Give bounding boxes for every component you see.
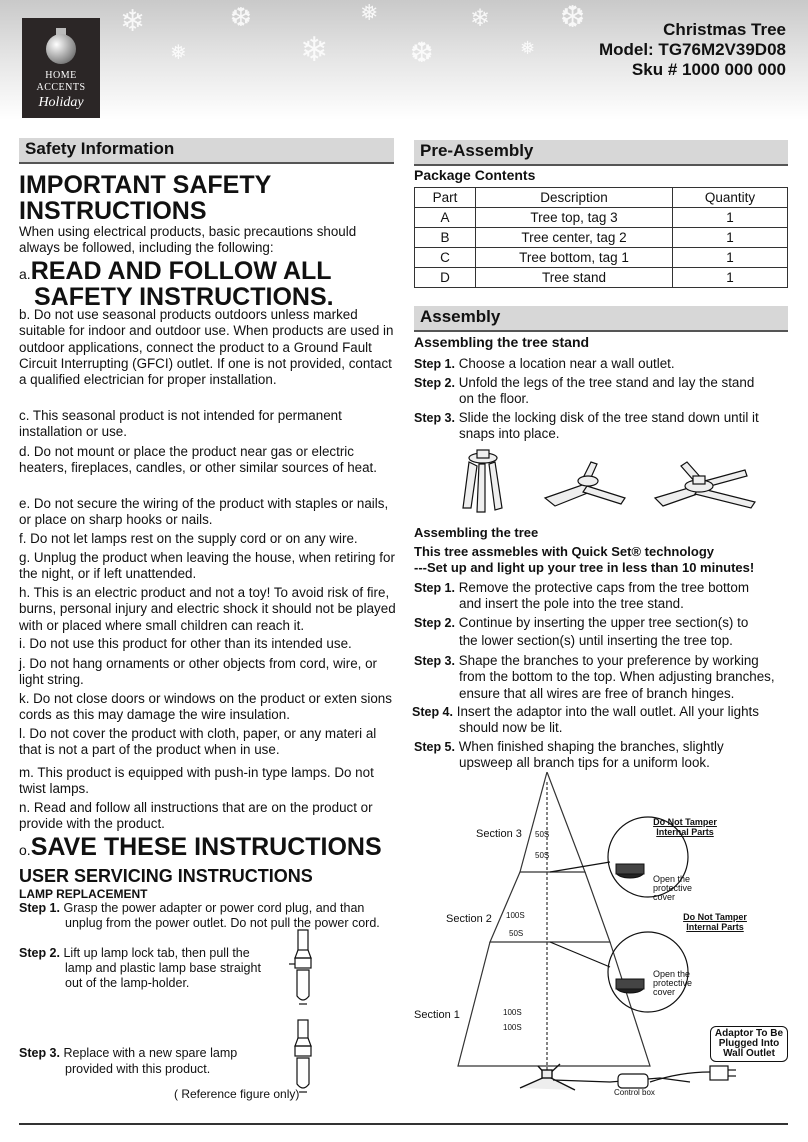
stand-step-1: Step 1. Choose a location near a wall outlet.: [414, 356, 675, 371]
tree-step-4: Step 4. Insert the adaptor into the wall outlet. All your lights should now be lit.: [412, 704, 759, 736]
quickset-line: This tree assmebles with Quick Set® technology: [414, 544, 714, 559]
safety-item-d: d. Do not mount or place the product near gas or electric heaters, fireplaces, candles, or other similar sources of heat.: [19, 444, 377, 476]
adaptor-icon: [710, 1066, 728, 1080]
tree-step-5: Step 5. When finished shaping the branches, slightly upsweep all branch tips for a uniform look.: [414, 739, 724, 771]
safety-item-h: h. This is an electric product and not a toy! To avoid risk of fire, burns, personal injury and electric shock it should not be played with or placed where small children can reach it.: [19, 585, 396, 633]
section-3-label: Section 3: [476, 828, 522, 840]
section-2-label: Section 2: [446, 913, 492, 925]
safety-item-e: e. Do not secure the wiring of the product with staples or nails, or place on sharp hooks or nails.: [19, 496, 389, 528]
snowflake-icon: ❅: [360, 0, 379, 25]
snowflake-icon: ❅: [170, 42, 187, 64]
tree-step-1: Step 1. Remove the protective caps from the tree bottom and insert the pole into the tree stand.: [414, 580, 749, 612]
divider: [414, 164, 788, 166]
lamp-count: 50S: [509, 929, 524, 938]
package-contents-table: [414, 187, 788, 288]
tree-step-2: Step 2. Continue by inserting the upper tree section(s) to the lower section(s) until inserting the tree top.: [414, 615, 749, 648]
snowflake-icon: ❆: [410, 37, 434, 68]
snowflake-icon: ❅: [520, 38, 536, 58]
sku-number: Sku # 1000 000 000: [631, 60, 786, 79]
tamper-warning-bottom: Do Not Tamper Internal Parts: [683, 912, 747, 932]
snowflake-icon: ❆: [230, 2, 252, 32]
table-row: C Tree bottom, tag 1 1: [415, 248, 788, 268]
product-name: Christmas Tree: [663, 20, 786, 39]
safety-item-o: o.SAVE THESE INSTRUCTIONS: [19, 833, 382, 861]
logo-line2: ACCENTS: [36, 82, 86, 93]
tree-section-2: [490, 872, 610, 942]
lamp-count: 100S: [503, 1023, 522, 1032]
safety-bar: Safety Information: [19, 138, 394, 162]
snowflake-icon: ❆: [560, 1, 586, 34]
lamp-removal-figure: [285, 928, 325, 1008]
reference-note: ( Reference figure only): [174, 1087, 300, 1101]
table-header-row: Part Description Quantity: [415, 188, 788, 208]
stand-step-3: Step 3. Slide the locking disk of the tree stand down until it snaps into place.: [414, 410, 759, 442]
quickset-sub: ---Set up and light up your tree in less than 10 minutes!: [414, 560, 755, 575]
snowflake-icon: ❄: [300, 31, 329, 69]
table-row: B Tree center, tag 2 1: [415, 228, 788, 248]
lamp-count: 100S: [503, 1008, 522, 1017]
brand-logo: [22, 18, 100, 118]
ornament-icon: [46, 34, 76, 64]
product-header: [599, 20, 786, 80]
safety-item-i: i. Do not use this product for other than its intended use.: [19, 636, 352, 651]
lamp-count: 100S: [506, 911, 525, 920]
tree-assembly-diagram: [410, 772, 805, 1132]
preassembly-bar: Pre-Assembly: [414, 140, 788, 164]
tamper-warning-top: Do Not Tamper Internal Parts: [653, 817, 717, 837]
tree-title: Assembling the tree: [414, 525, 539, 540]
divider: [414, 330, 788, 332]
lamp-count: 50S: [535, 851, 550, 860]
safety-item-k: k. Do not close doors or windows on the product or exten sions cords as this may damage the wire insulation.: [19, 691, 392, 723]
cover-note-bottom: Open the protective cover: [653, 969, 693, 997]
safety-item-a: a.READ AND FOLLOW ALL SAFETY INSTRUCTIONS.: [19, 257, 334, 311]
stand-title: Assembling the tree stand: [414, 334, 590, 350]
logo-line1: HOME: [45, 70, 77, 81]
snowflake-icon: ❄: [470, 5, 491, 32]
connector-bottom-icon: [616, 979, 644, 993]
assembly-bar: Assembly: [414, 306, 788, 330]
safety-item-n: n. Read and follow all instructions that are on the product or provide with the product.: [19, 800, 373, 832]
safety-item-b: b. Do not use seasonal products outdoors unless marked suitable for indoor and outdoor use. When products are used in outdoor applications, connect the product to a Ground Fault Circuit Interrupting (GFCI) outlet. If one is not provided, contact a qualified electrician for proper installation.: [19, 307, 394, 388]
model-number: Model: TG76M2V39D08: [598, 40, 786, 59]
servicing-subtitle: LAMP REPLACEMENT: [19, 887, 148, 901]
section-1-label: Section 1: [414, 1009, 460, 1021]
control-box-icon: [618, 1074, 648, 1088]
divider: [19, 162, 394, 164]
package-contents-title: Package Contents: [414, 167, 536, 183]
tree-section-3: [520, 772, 585, 872]
safety-title: IMPORTANT SAFETY INSTRUCTIONS: [19, 171, 272, 225]
lamp-step-2: Step 2. Lift up lamp lock tab, then pull the lamp and plastic lamp base straight out of the lamp-holder.: [19, 946, 261, 990]
logo-line3: Holiday: [38, 95, 84, 110]
safety-intro: When using electrical products, basic precautions should always be followed, including the following:: [19, 224, 357, 256]
lamp-replace-figure: [285, 1018, 325, 1098]
lamp-step-3: Step 3. Replace with a new spare lamp provided with this product.: [19, 1046, 238, 1076]
tree-step-3: Step 3. Shape the branches to your preference by working from the bottom to the top. When adjusting branches, ensure that all wires are free of branch hinges.: [414, 653, 775, 701]
lamp-count: 50S: [535, 830, 550, 839]
snowflake-icon: ❄: [120, 5, 146, 38]
control-box-label: Control box: [614, 1088, 655, 1097]
footer-rule: [19, 1123, 788, 1125]
tree-section-1: [458, 942, 650, 1066]
servicing-title: USER SERVICING INSTRUCTIONS: [19, 866, 313, 886]
tree-stand-figures: [455, 448, 775, 518]
table-row: D Tree stand 1: [415, 268, 788, 288]
safety-item-f: f. Do not let lamps rest on the supply cord or on any wire.: [19, 531, 358, 546]
safety-item-c: c. This seasonal product is not intended for permanent installation or use.: [19, 408, 342, 440]
safety-item-l: l. Do not cover the product with cloth, paper, or any materi al that is not a part of the product when in use.: [19, 726, 377, 758]
unfolded-stand-icon: [545, 462, 625, 506]
stand-step-2: Step 2. Unfold the legs of the tree stand and lay the stand on the floor.: [414, 375, 755, 407]
safety-item-g: g. Unplug the product when leaving the house, when retiring for the night, or if left unattended.: [19, 550, 395, 582]
safety-item-j: j. Do not hang ornaments or other objects from cord, wire, or light string.: [19, 656, 377, 688]
connector-top-icon: [616, 864, 644, 878]
adaptor-note: Adaptor To Be Plugged Into Wall Outlet: [710, 1026, 788, 1062]
lamp-step-1: Step 1. Grasp the power adapter or power cord plug, and than unplug from the power outlet. Do not pull the power cord.: [19, 901, 380, 930]
cover-note-top: Open the protective cover: [653, 874, 693, 902]
folded-stand-icon: [463, 450, 502, 512]
safety-item-m: m. This product is equipped with push-in type lamps. Do not twist lamps.: [19, 765, 374, 797]
table-row: A Tree top, tag 3 1: [415, 208, 788, 228]
locked-stand-icon: [655, 462, 755, 508]
